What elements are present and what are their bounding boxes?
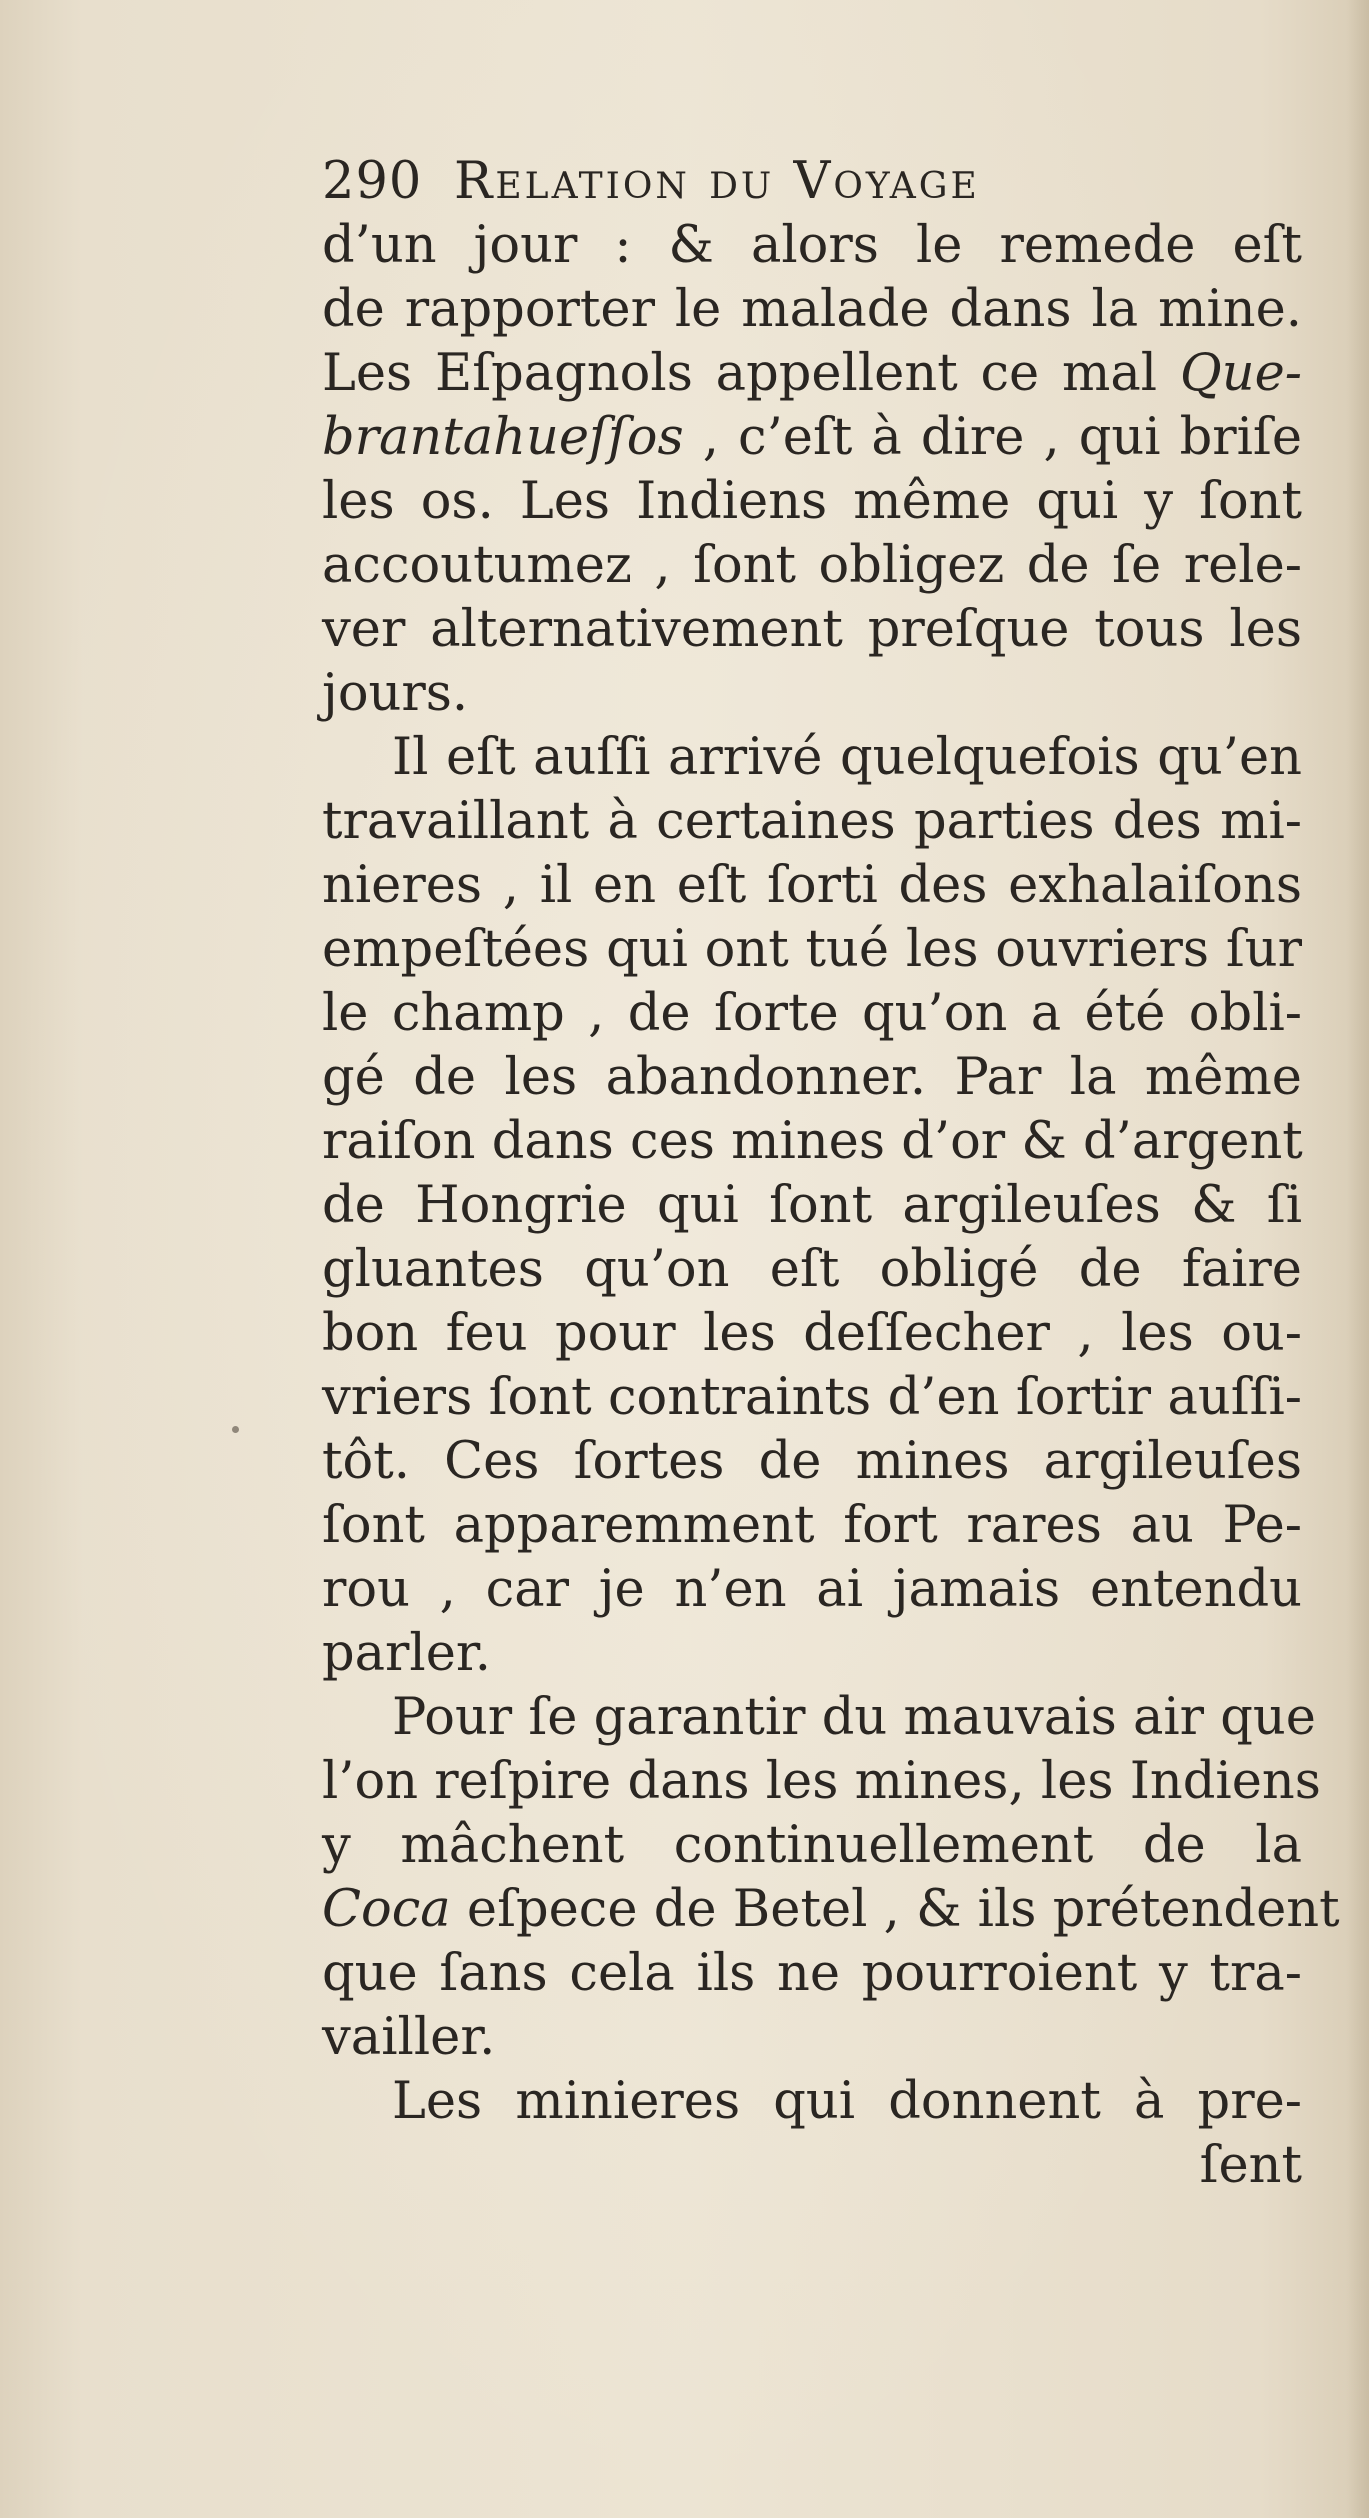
text-line	[322, 1558, 1302, 1622]
text-line	[322, 2070, 1302, 2134]
ink-speck	[232, 1426, 239, 1433]
text-segment: jours.	[322, 664, 469, 723]
paragraph	[322, 726, 1302, 1686]
text-segment: ſont apparemment fort rares au Pe-	[322, 1496, 1302, 1555]
text-segment: travaillant à certaines parties des mi-	[322, 792, 1302, 851]
text-line	[322, 406, 1302, 470]
text-line	[322, 534, 1302, 598]
paragraph	[322, 2070, 1302, 2134]
text-line	[322, 2006, 1302, 2070]
text-line	[322, 470, 1302, 534]
text-line	[322, 1366, 1302, 1430]
text-line	[322, 598, 1302, 662]
text-line	[322, 1686, 1316, 1750]
text-line	[322, 342, 1302, 406]
text-segment: vailler.	[322, 2008, 496, 2067]
text-segment: de rapporter le malade dans la mine.	[322, 280, 1302, 339]
text-segment: rou , car je n’en ai jamais entendu	[322, 1560, 1302, 1619]
text-line	[322, 1110, 1302, 1174]
text-line	[322, 1878, 1340, 1942]
text-segment: de Hongrie qui ſont argileuſes & ſi	[322, 1176, 1302, 1235]
text-segment: Les Eſpagnols appellent ce mal	[322, 344, 1180, 403]
italic-text-segment: Coca	[322, 1880, 451, 1939]
text-segment: Les minieres qui donnent à pre-	[392, 2072, 1302, 2131]
paragraph	[322, 1686, 1340, 2070]
running-head	[322, 150, 1302, 214]
page-edge-shadow	[1347, 0, 1369, 2518]
text-segment: le champ , de ſorte qu’on a été obli-	[322, 984, 1302, 1043]
italic-text-segment: Que-	[1179, 344, 1302, 403]
text-line	[322, 662, 1302, 726]
page-text-block	[322, 150, 1340, 2198]
text-segment: ver alternativement preſque tous les	[322, 600, 1302, 659]
text-segment: y mâchent continuellement de la	[322, 1816, 1302, 1875]
text-segment: parler.	[322, 1624, 491, 1683]
text-line	[322, 214, 1302, 278]
text-line	[322, 278, 1302, 342]
text-line	[322, 1046, 1302, 1110]
text-segment: tôt. Ces ſortes de mines argileuſes	[322, 1432, 1302, 1491]
catchword: ſent	[1199, 2136, 1302, 2195]
text-line	[322, 1622, 1302, 1686]
body-text	[322, 214, 1340, 2198]
text-line	[322, 1814, 1302, 1878]
paragraph	[322, 214, 1302, 726]
text-line	[322, 1942, 1302, 2006]
text-segment: Pour ſe garantir du mauvais air que	[392, 1688, 1316, 1747]
text-segment: empeſtées qui ont tué les ouvriers ſur	[322, 920, 1302, 979]
text-line	[322, 918, 1302, 982]
text-segment: que ſans cela ils ne pourroient y tra-	[322, 1944, 1302, 2003]
italic-text-segment: brantahueſſos	[322, 408, 684, 467]
text-line	[322, 1750, 1321, 1814]
text-segment: gé de les abandonner. Par la même	[322, 1048, 1302, 1107]
text-line	[322, 1174, 1302, 1238]
text-line	[322, 854, 1302, 918]
text-line	[322, 1430, 1302, 1494]
text-segment: gluantes qu’on eſt obligé de faire	[322, 1240, 1302, 1299]
text-segment: accoutumez , ſont obligez de ſe rele-	[322, 536, 1302, 595]
text-line	[322, 1238, 1302, 1302]
text-line	[322, 982, 1302, 1046]
text-segment: bon feu pour les deſſecher , les ou-	[322, 1304, 1302, 1363]
text-segment: d’un jour : & alors le remede eſt	[322, 216, 1302, 275]
text-line	[322, 726, 1302, 790]
page-number: 290	[322, 152, 423, 211]
text-segment: Il eſt auſſi arrivé quelquefois qu’en	[392, 728, 1302, 787]
text-line	[322, 1494, 1302, 1558]
running-title: Relation du Voyage	[454, 152, 980, 211]
text-segment: raiſon dans ces mines d’or & d’argent	[322, 1112, 1303, 1171]
text-segment: les os. Les Indiens même qui y ſont	[322, 472, 1302, 531]
text-segment: , c’eſt à dire , qui briſe	[683, 408, 1302, 467]
text-line	[322, 790, 1302, 854]
text-segment: eſpece de Betel , & ils prétendent	[450, 1880, 1340, 1939]
text-line	[322, 1302, 1302, 1366]
text-segment: l’on reſpire dans les mines, les Indiens	[322, 1752, 1321, 1811]
text-segment: vriers ſont contraints d’en ſortir auſſi-	[322, 1368, 1302, 1427]
text-segment: nieres , il en eſt ſorti des exhalaiſons	[322, 856, 1302, 915]
